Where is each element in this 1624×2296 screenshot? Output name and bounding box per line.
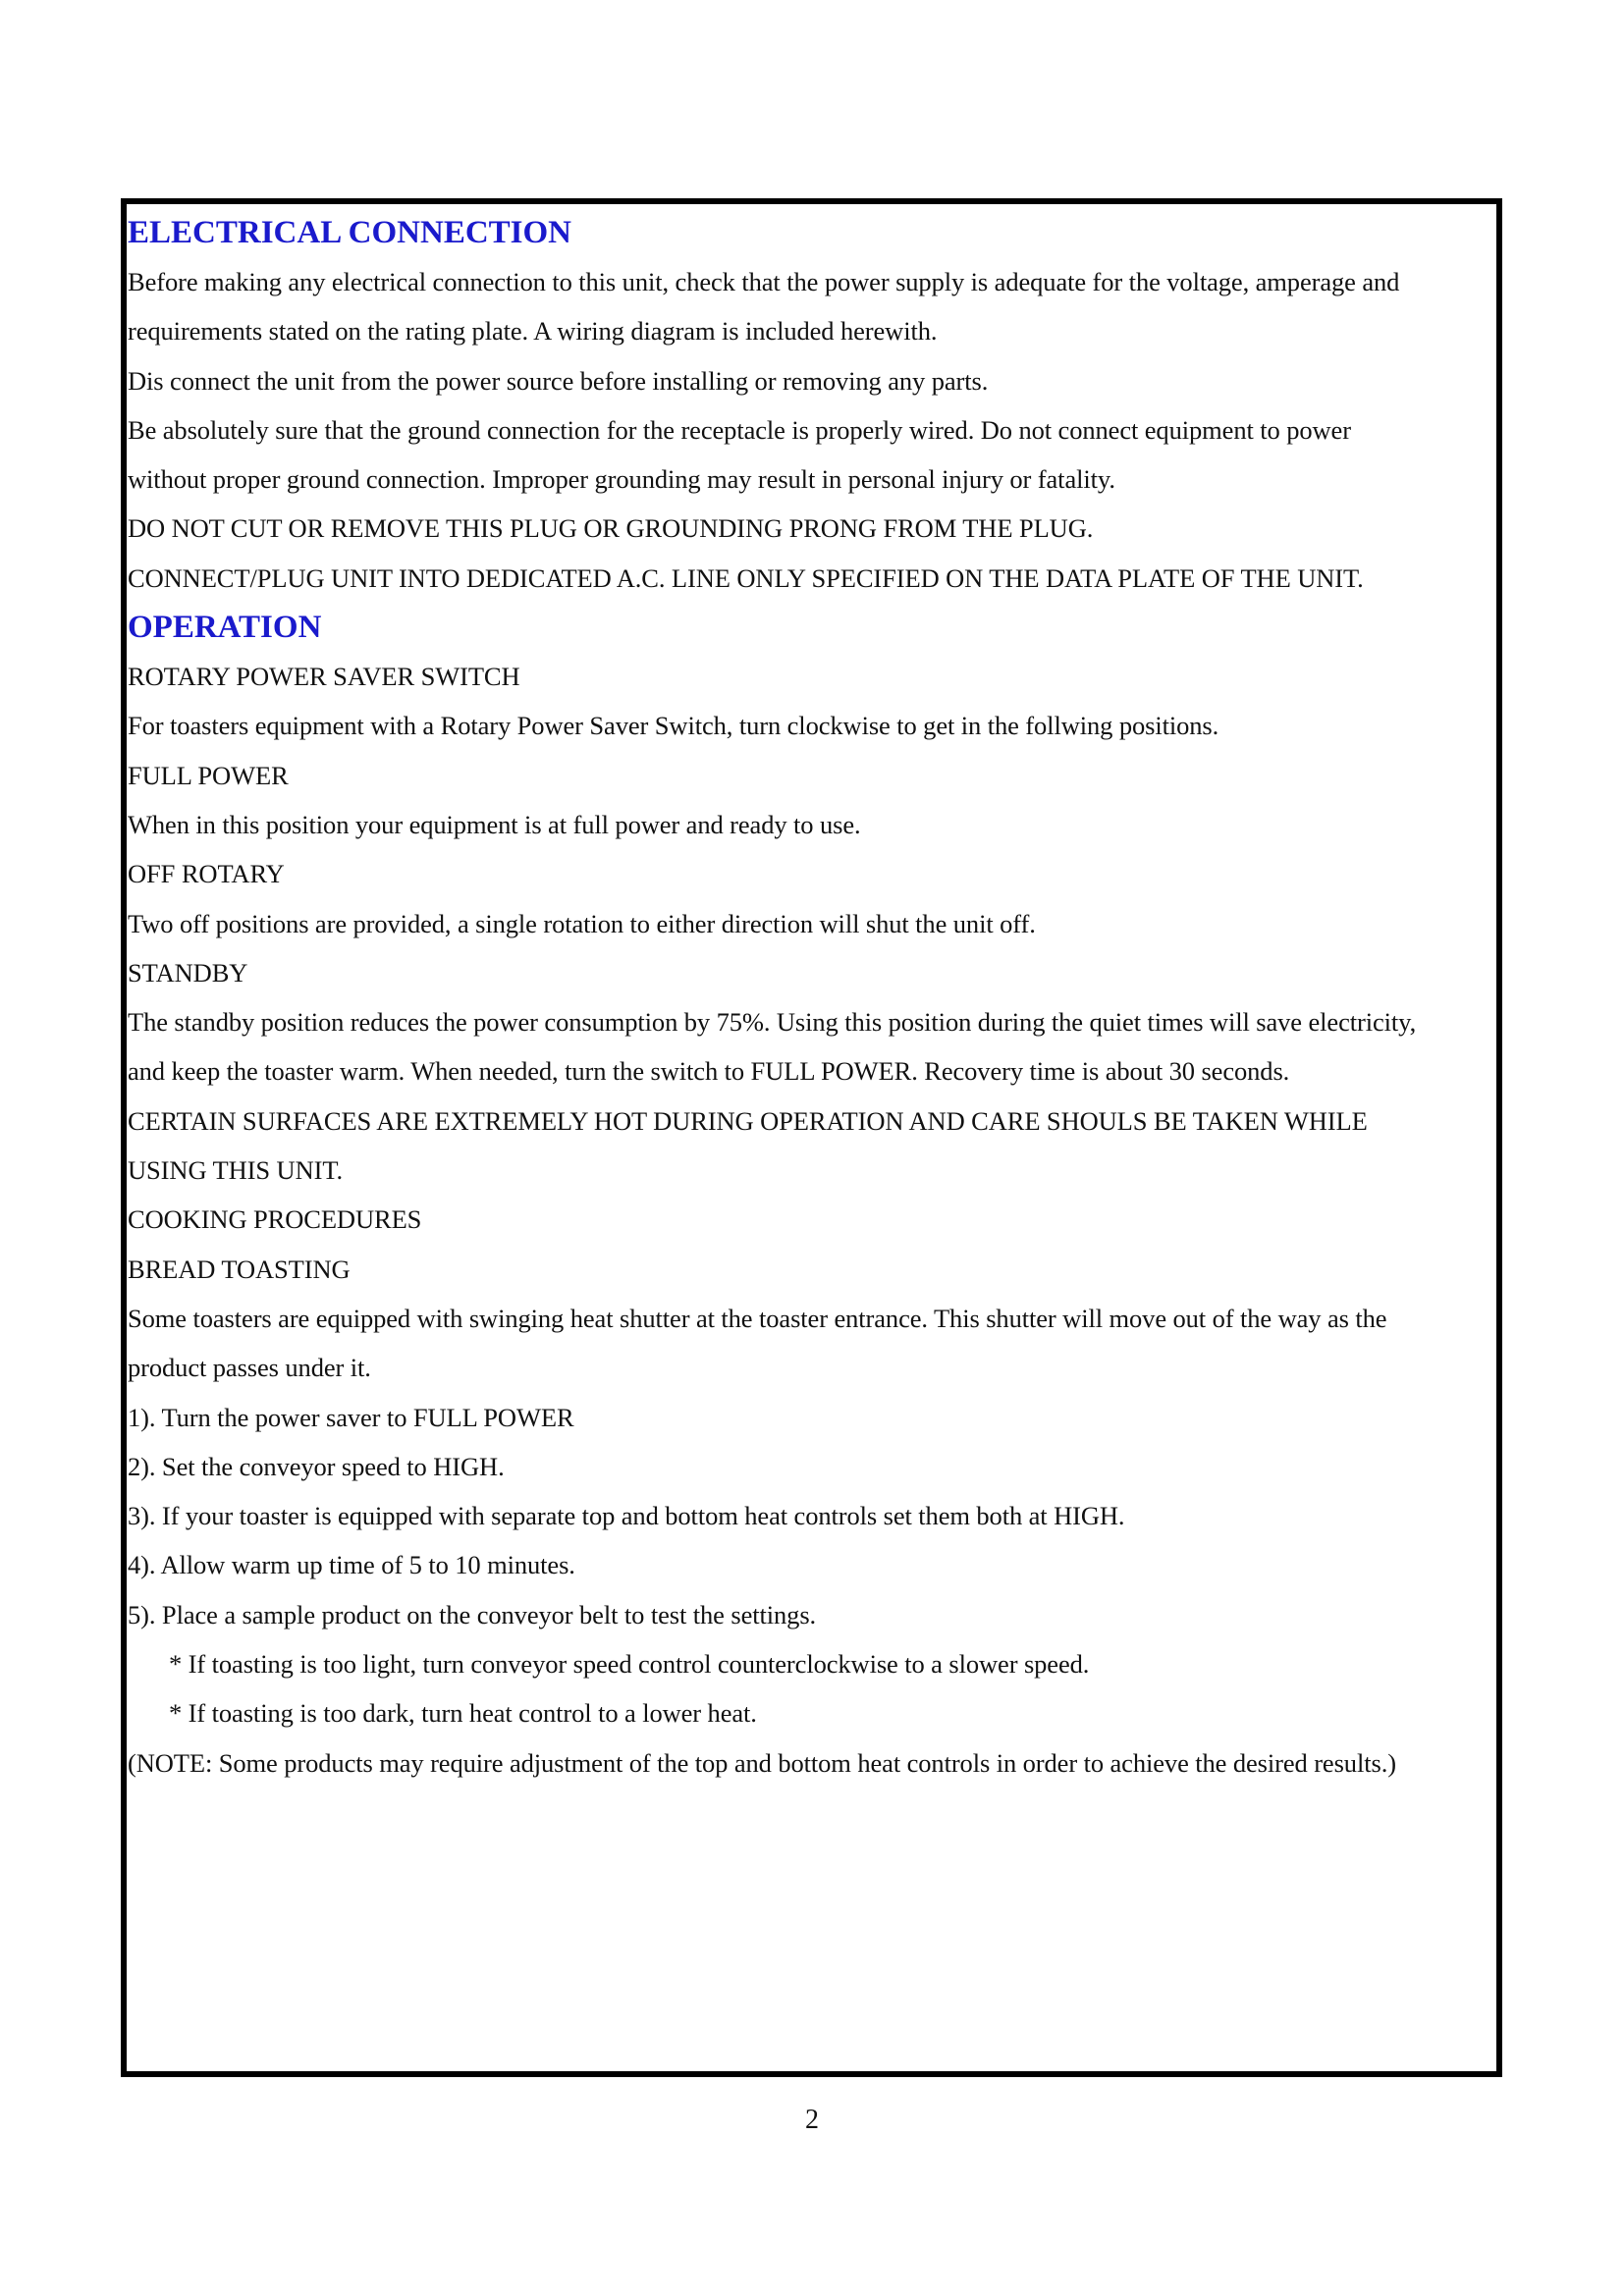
step-item: 5). Place a sample product on the conveyor belt to test the settings.	[128, 1599, 817, 1629]
tip-item: * If toasting is too light, turn conveyor speed control counterclockwise to a slower speed.	[169, 1649, 1090, 1680]
warning-line: CERTAIN SURFACES ARE EXTREMELY HOT DURING OPERATION AND CARE SHOULS BE TAKEN WHILE	[128, 1105, 1368, 1136]
operation-section	[128, 652, 1498, 1788]
subheading-standby: STANDBY	[128, 957, 248, 988]
text-line: without proper ground connection. Improper grounding may result in personal injury or fatality.	[128, 464, 1115, 495]
text-line: and keep the toaster warm. When needed, turn the switch to FULL POWER. Recovery time is about 30 seconds.	[128, 1056, 1290, 1087]
subheading-rotary-switch: ROTARY POWER SAVER SWITCH	[128, 662, 520, 692]
step-item: 4). Allow warm up time of 5 to 10 minutes.	[128, 1550, 575, 1580]
operation-heading: OPERATION	[128, 610, 322, 646]
tip-item: * If toasting is too dark, turn heat control to a lower heat.	[169, 1698, 757, 1729]
subheading-full-power: FULL POWER	[128, 760, 289, 790]
step-item: 1). Turn the power saver to FULL POWER	[128, 1402, 574, 1432]
electrical-connection-section	[128, 257, 1498, 603]
document-body	[128, 208, 1498, 1788]
text-line: When in this position your equipment is at full power and ready to use.	[128, 809, 861, 839]
text-line: Dis connect the unit from the power source before installing or removing any parts.	[128, 365, 989, 396]
text-line: DO NOT CUT OR REMOVE THIS PLUG OR GROUNDING PRONG FROM THE PLUG.	[128, 513, 1094, 544]
subheading-off-rotary: OFF ROTARY	[128, 859, 285, 889]
text-line: Two off positions are provided, a single rotation to either direction will shut the unit off.	[128, 908, 1036, 938]
step-item: 2). Set the conveyor speed to HIGH.	[128, 1451, 505, 1481]
page-number: 2	[805, 2105, 819, 2135]
warning-line: USING THIS UNIT.	[128, 1155, 343, 1186]
electrical-connection-heading: ELECTRICAL CONNECTION	[128, 215, 572, 250]
text-line: Some toasters are equipped with swinging heat shutter at the toaster entrance. This shutter will move out of the way as the	[128, 1303, 1387, 1333]
text-line: Before making any electrical connection to this unit, check that the power supply is adequate for the voltage, amperage and	[128, 267, 1400, 296]
text-line: The standby position reduces the power consumption by 75%. Using this position during the quiet times will save electricity,	[128, 1007, 1417, 1038]
text-line: requirements stated on the rating plate. A wiring diagram is included herewith.	[128, 316, 938, 347]
step-item: 3). If your toaster is equipped with separate top and bottom heat controls set them both at HIGH.	[128, 1501, 1125, 1531]
text-line: For toasters equipment with a Rotary Power Saver Switch, turn clockwise to get in the follwing positions.	[128, 711, 1219, 741]
note-line: (NOTE: Some products may require adjustment of the top and bottom heat controls in order to achieve the desired results.)	[128, 1747, 1396, 1778]
subheading-bread-toasting: BREAD TOASTING	[128, 1254, 351, 1284]
text-line: Be absolutely sure that the ground connection for the receptacle is properly wired. Do not connect equipment to power	[128, 414, 1351, 445]
text-line: CONNECT/PLUG UNIT INTO DEDICATED A.C. LINE ONLY SPECIFIED ON THE DATA PLATE OF THE UNIT.	[128, 562, 1364, 593]
text-line: product passes under it.	[128, 1353, 371, 1383]
subheading-cooking-procedures: COOKING PROCEDURES	[128, 1204, 422, 1235]
